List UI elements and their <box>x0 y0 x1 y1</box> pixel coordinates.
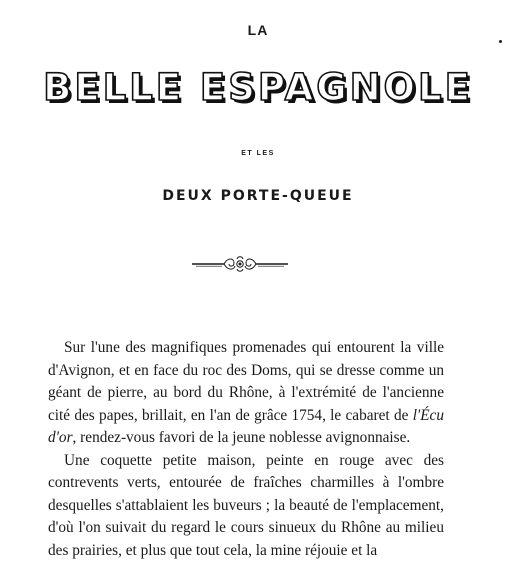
paragraph <box>48 337 444 450</box>
paragraph-text: Sur l'une des magnifiques promenades qui entourent la ville d'Avignon, et en face du roc des Doms, qui se dresse comme un géant de pierre, au bord du Rhône, à l'extrémité de l'ancienne cité des papes, brillait, en l'an de grâce 1754, le cabaret de <box>48 339 444 424</box>
flourish-ornament-icon <box>188 254 292 274</box>
chapter-subtitle: DEUX PORTE-QUEUE <box>162 188 354 204</box>
pre-title: LA <box>247 22 269 38</box>
paragraph-text: , rendez-vous favori de la jeune noblesse avignonnaise. <box>72 429 411 446</box>
title-connector: ET LES <box>241 150 275 157</box>
paragraph: Une coquette petite maison, peinte en rouge avec des contrevents verts, entourée de fraîches charmilles à l'ombre desquelles s'attablaient les buveurs ; la beauté de l'emplacement, d'où l'on suivait du regard le cours sinueux du Rhône au milieu des prairies, et plus que tout cela, la mine réjouie et la <box>48 451 444 559</box>
chapter-title: BELLE ESPAGNOLE <box>43 66 473 109</box>
print-speck <box>499 40 502 43</box>
inn-name: l'Écu d'or <box>48 406 444 446</box>
body-text <box>48 337 444 561</box>
